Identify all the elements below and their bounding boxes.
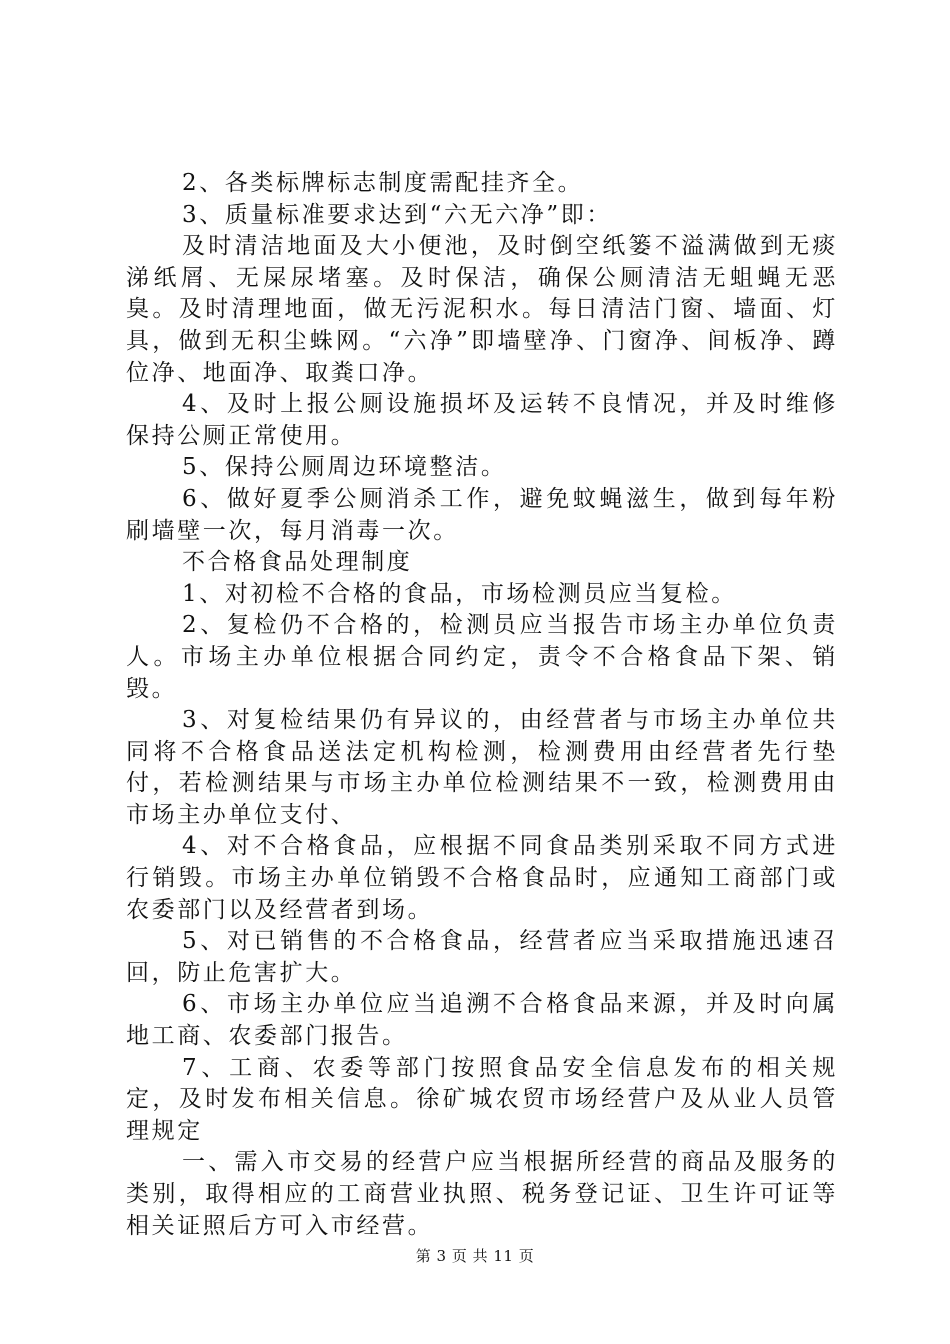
paragraph-food-item-2: 2、复检仍不合格的，检测员应当报告市场主办单位负责人。市场主办单位根据合同约定，责令不合格食品下架、销毁。	[126, 612, 838, 702]
section-heading-unqualified-food: 不合格食品处理制度	[182, 549, 413, 576]
paragraph-item-5-environment: 5、保持公厕周边环境整洁。	[182, 454, 507, 481]
document-body	[126, 168, 838, 1242]
paragraph-item-4-report: 4、及时上报公厕设施损坏及运转不良情况，并及时维修保持公厕正常使用。	[126, 391, 838, 449]
paragraph-food-item-1: 1、对初检不合格的食品，市场检测员应当复检。	[182, 580, 737, 607]
paragraph-six-no-six-clean: 及时清洁地面及大小便池，及时倒空纸篓不溢满做到无痰涕纸屑、无屎尿堵塞。及时保洁，确保公厕清洁无蛆蝇无恶臭。及时清理地面，做无污泥积水。每日清洁门窗、墙面、灯具，做到无积尘蛛网。“六净”即墙壁净、门窗净、间板净、蹲位净、地面净、取粪口净。	[126, 233, 838, 386]
page-number-footer: 第 3 页 共 11 页	[415, 1247, 535, 1265]
paragraph-item-2: 2、各类标牌标志制度需配挂齐全。	[182, 170, 584, 196]
paragraph-vendor-rule-1: 一、需入市交易的经营户应当根据所经营的商品及服务的类别，取得相应的工商营业执照、税务登记证、卫生许可证等相关证照后方可入市经营。	[126, 1149, 838, 1239]
paragraph-food-item-6: 6、市场主办单位应当追溯不合格食品来源，并及时向属地工商、农委部门报告。	[126, 991, 838, 1050]
paragraph-food-item-7: 7、工商、农委等部门按照食品安全信息发布的相关规定，及时发布相关信息。徐矿城农贸市场经营户及从业人员管理规定	[126, 1054, 838, 1144]
paragraph-food-item-5: 5、对已销售的不合格食品，经营者应当采取措施迅速召回，防止危害扩大。	[126, 928, 838, 986]
paragraph-food-item-4: 4、对不合格食品，应根据不同食品类别采取不同方式进行销毁。市场主办单位销毁不合格食品时，应通知工商部门或农委部门以及经营者到场。	[126, 833, 838, 923]
paragraph-item-6-disinfection: 6、做好夏季公厕消杀工作，避免蚊蝇滋生，做到每年粉刷墙壁一次，每月消毒一次。	[126, 485, 838, 544]
paragraph-food-item-3: 3、对复检结果仍有异议的，由经营者与市场主办单位共同将不合格食品送法定机构检测，检测费用由经营者先行垫付，若检测结果与市场主办单位检测结果不一致，检测费用由市场主办单位支付、	[126, 707, 838, 828]
paragraph-item-3-standard: 3、质量标准要求达到“六无六净”即：	[182, 201, 612, 228]
